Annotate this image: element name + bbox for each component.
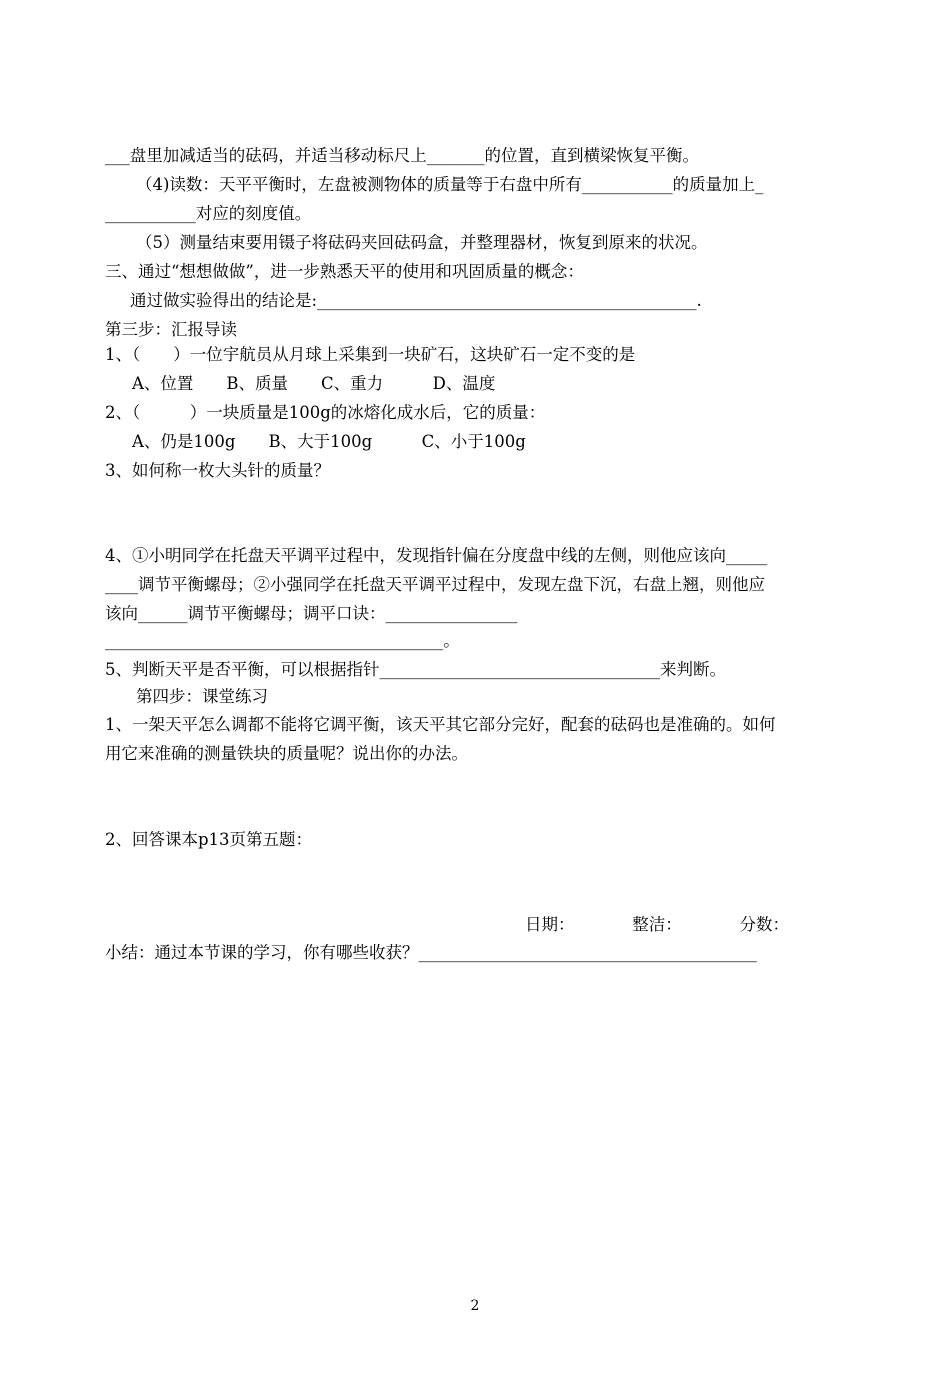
step-heading-4: 第四步：课堂练习 — [136, 687, 268, 706]
text-line-3: ___________对应的刻度值。 — [105, 204, 312, 223]
exercise-1-line-2: 用它来准确的测量铁块的质量呢？说出你的办法。 — [105, 744, 468, 763]
section-heading-3: 三、通过“想想做做”，进一步熟悉天平的使用和巩固质量的概念： — [105, 262, 584, 281]
question-4-line-1: 4、①小明同学在托盘天平调平过程中，发现指针偏在分度盘中线的左侧，则他应该向_____ — [105, 546, 768, 565]
text-line-2: （4)读数：天平平衡时，左盘被测物体的质量等于右盘中所有___________的质量加上_ — [136, 175, 764, 194]
exercise-1-line-1: 1、一架天平怎么调都不能将它调平衡，该天平其它部分完好，配套的砝码也是准确的。如何 — [105, 715, 776, 734]
question-1-options: A、位置 B、质量 C、重力 D、温度 — [132, 374, 496, 393]
exercise-2: 2、回答课本p13页第五题： — [105, 830, 313, 849]
question-4-line-3: 该向______调节平衡螺母；调平口诀：________________ — [105, 604, 518, 623]
question-2: 2、（ ）一块质量是100g的冰熔化成水后，它的质量： — [105, 403, 546, 422]
question-4-line-4: _________________________________________。 — [105, 631, 460, 650]
question-2-options: A、仍是100g B、大于100g C、小于100g — [132, 432, 526, 451]
question-4-line-2: ____调节平衡螺母；②小强同学在托盘天平调平过程中，发现左盘下沉，右盘上翘，则他应 — [105, 575, 765, 594]
text-line-4: （5）测量结束要用镊子将砝码夹回砝码盒，并整理器材，恢复到原来的状况。 — [136, 233, 708, 252]
page-number: 2 — [470, 1298, 480, 1314]
question-1: 1、（ ）一位宇航员从月球上采集到一块矿石，这块矿石一定不变的是 — [105, 345, 636, 364]
text-line-1: ___盘里加减适当的砝码，并适当移动标尺上_______的位置，直到横梁恢复平衡。 — [105, 146, 699, 165]
step-heading-3: 第三步：汇报导读 — [105, 320, 237, 339]
summary-line: 小结：通过本节课的学习，你有哪些收获？_________________________________________ — [105, 943, 757, 962]
question-5: 5、判断天平是否平衡，可以根据指针__________________________________来判断。 — [105, 660, 726, 679]
question-3: 3、如何称一枚大头针的质量？ — [105, 461, 330, 480]
evaluation-row: 日期： 整洁： 分数： — [525, 915, 789, 934]
text-line-conclusion: 通过做实验得出的结论是:______________________________________________. — [130, 291, 702, 310]
